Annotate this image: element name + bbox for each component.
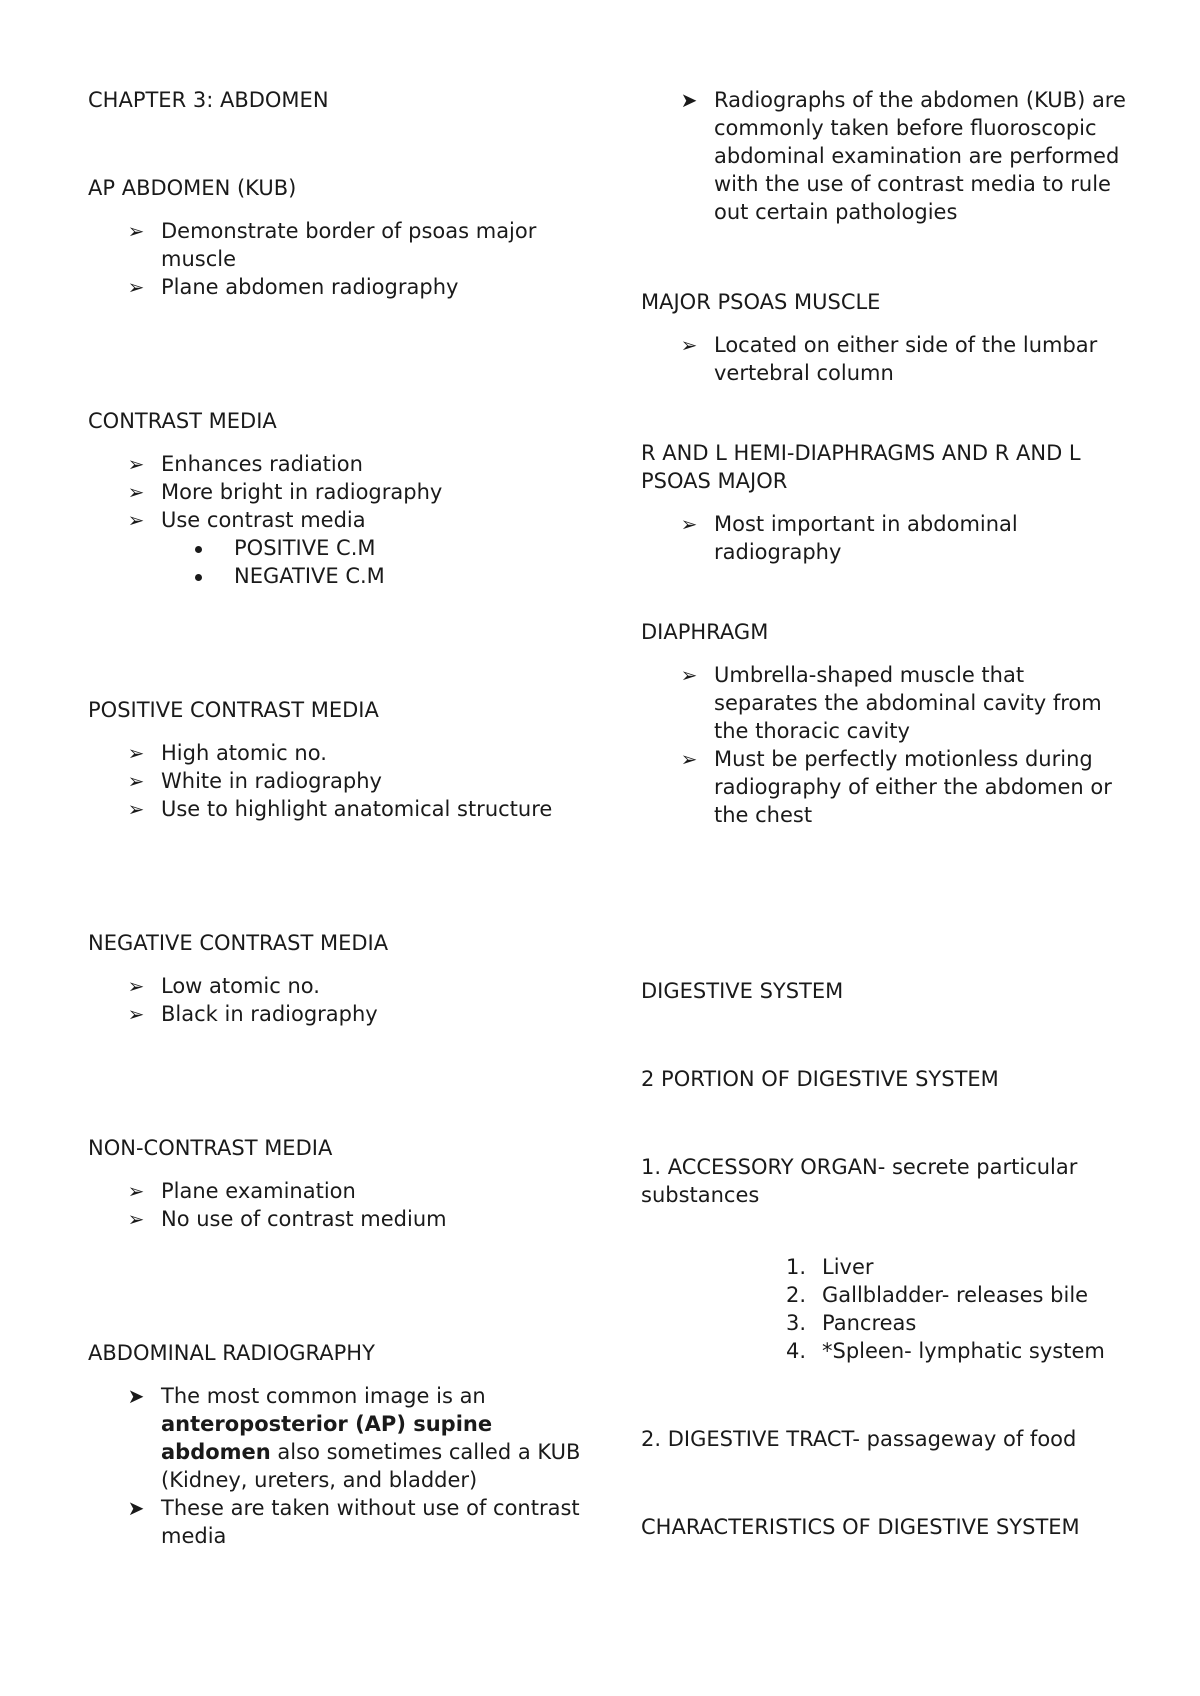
negative-contrast-section (88, 929, 588, 1028)
list-item: ➢ No use of contrast medium (88, 1205, 588, 1233)
list-item: ➢ Plane examination (88, 1177, 588, 1205)
hemi-diaphragms-section (641, 439, 1131, 566)
left-column (88, 86, 588, 1550)
diaphragm-section (641, 618, 1131, 829)
list-item: ➢ Enhances radiation (88, 450, 588, 478)
contrast-media-heading: CONTRAST MEDIA (88, 409, 277, 433)
arrow-bullet-icon: ➢ (127, 1002, 145, 1026)
non-contrast-list (88, 1177, 588, 1233)
list-item: ➢ Demonstrate border of psoas major muscle (88, 217, 588, 273)
accessory-organ-heading: 1. ACCESSORY ORGAN- secrete particular substances (641, 1155, 1078, 1207)
arrow-bullet-icon: ➢ (680, 663, 698, 687)
chapter-title: CHAPTER 3: ABDOMEN (88, 88, 329, 112)
list-item: ➢ More bright in radiography (88, 478, 588, 506)
digestive-system-heading: DIGESTIVE SYSTEM (641, 979, 844, 1003)
diaphragm-list (641, 661, 1131, 829)
list-item: ➢ Most important in abdominal radiography (641, 510, 1131, 566)
arrow-bullet-icon: ➢ (127, 508, 145, 532)
list-item: ➢ Use contrast media POSITIVE C.M NEGATIVE C.M (88, 506, 588, 590)
list-item: ➢ Use to highlight anatomical structure (88, 795, 588, 823)
arrow-bullet-icon: ➢ (680, 512, 698, 536)
non-contrast-heading: NON-CONTRAST MEDIA (88, 1136, 333, 1160)
contrast-media-list (88, 450, 588, 590)
arrow-bullet-icon: ➢ (127, 974, 145, 998)
negative-contrast-heading: NEGATIVE CONTRAST MEDIA (88, 931, 389, 955)
arrow-bullet-icon: ➢ (127, 769, 145, 793)
arrow-bullet-icon: ➢ (127, 452, 145, 476)
abdominal-radiography-section (88, 1339, 588, 1550)
list-item: ➢ Low atomic no. (88, 972, 588, 1000)
major-psoas-section (641, 288, 1131, 387)
arrow-bullet-icon: ➢ (127, 480, 145, 504)
hemi-diaphragms-list (641, 510, 1131, 566)
contrast-media-section (88, 407, 588, 590)
non-contrast-section (88, 1134, 588, 1233)
arrow-bullet-icon: ➢ (680, 747, 698, 771)
list-item: ➤ The most common image is an anteroposterior (AP) supine abdomen also sometimes called a KUB (Kidney, ureters, and bladder) (88, 1382, 588, 1494)
emphasized-term: anteroposterior (AP) supine abdomen (161, 1412, 493, 1464)
arrow-bullet-icon: ➢ (127, 1207, 145, 1231)
ap-abdomen-list (88, 217, 588, 301)
accessory-organ-list (641, 1253, 1131, 1365)
list-item: 2. Gallbladder- releases bile (786, 1283, 1089, 1307)
contrast-type-list (161, 534, 588, 590)
major-psoas-list (641, 331, 1131, 387)
arrow-bullet-icon: ➢ (127, 797, 145, 821)
list-item: ➤ These are taken without use of contrast media (88, 1494, 588, 1550)
list-item: ➢ High atomic no. (88, 739, 588, 767)
list-item: NEGATIVE C.M (161, 562, 588, 590)
list-item: 1. Liver (786, 1255, 874, 1279)
arrow-bullet-icon: ➢ (127, 1179, 145, 1203)
arrow-bullet-icon: ➤ (680, 88, 698, 112)
abdominal-radiography-heading: ABDOMINAL RADIOGRAPHY (88, 1341, 375, 1365)
list-item: ➢ White in radiography (88, 767, 588, 795)
arrow-bullet-icon: ➢ (127, 275, 145, 299)
major-psoas-heading: MAJOR PSOAS MUSCLE (641, 290, 881, 314)
characteristics-heading: CHARACTERISTICS OF DIGESTIVE SYSTEM (641, 1515, 1080, 1539)
negative-contrast-list (88, 972, 588, 1028)
bullet-dot-icon (195, 574, 202, 581)
kub-note-list (641, 86, 1131, 226)
two-portions-heading: 2 PORTION OF DIGESTIVE SYSTEM (641, 1067, 999, 1091)
ap-abdomen-heading: AP ABDOMEN (KUB) (88, 176, 297, 200)
ap-abdomen-section (88, 174, 588, 301)
list-item: ➢ Black in radiography (88, 1000, 588, 1028)
list-item: ➤ Radiographs of the abdomen (KUB) are commonly taken before fluoroscopic abdominal examination are performed with the use of contrast media to rule out certain pathologies (641, 86, 1131, 226)
hemi-diaphragms-heading: R AND L HEMI-DIAPHRAGMS AND R AND L PSOAS MAJOR (641, 441, 1081, 493)
list-item: POSITIVE C.M (161, 534, 588, 562)
list-item: ➢ Plane abdomen radiography (88, 273, 588, 301)
bullet-dot-icon (195, 546, 202, 553)
positive-contrast-section (88, 696, 588, 823)
digestive-tract-heading: 2. DIGESTIVE TRACT- passageway of food (641, 1427, 1077, 1451)
list-item: ➢ Umbrella-shaped muscle that separates the abdominal cavity from the thoracic cavity (641, 661, 1131, 745)
arrow-bullet-icon: ➢ (127, 219, 145, 243)
arrow-bullet-icon: ➢ (127, 741, 145, 765)
diaphragm-heading: DIAPHRAGM (641, 620, 769, 644)
positive-contrast-heading: POSITIVE CONTRAST MEDIA (88, 698, 379, 722)
arrow-bullet-icon: ➤ (127, 1384, 145, 1408)
list-item: ➢ Located on either side of the lumbar vertebral column (641, 331, 1131, 387)
list-item: ➢ Must be perfectly motionless during radiography of either the abdomen or the chest (641, 745, 1131, 829)
abdominal-radiography-list (88, 1382, 588, 1550)
right-column (641, 86, 1131, 1541)
list-item: 4. *Spleen- lymphatic system (786, 1339, 1105, 1363)
arrow-bullet-icon: ➤ (127, 1496, 145, 1520)
positive-contrast-list (88, 739, 588, 823)
list-item: 3. Pancreas (786, 1311, 917, 1335)
arrow-bullet-icon: ➢ (680, 333, 698, 357)
